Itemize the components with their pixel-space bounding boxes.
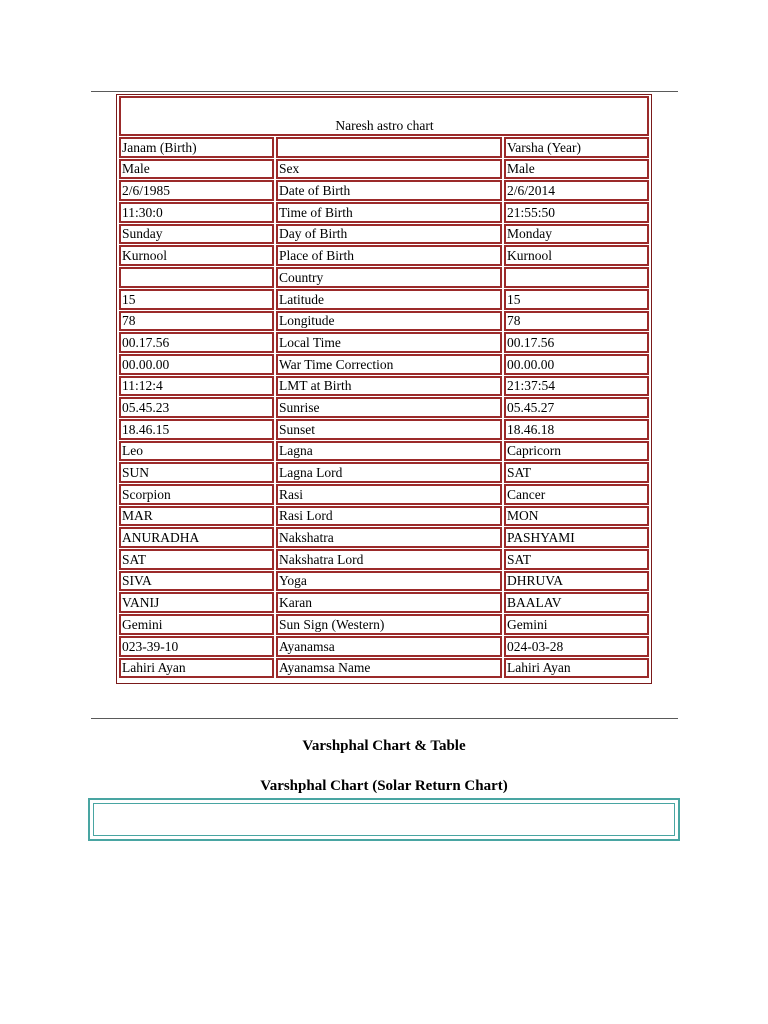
year-value: 2/6/2014 (504, 180, 649, 201)
birth-value: MAR (119, 506, 274, 527)
birth-value (119, 267, 274, 288)
year-value: SAT (504, 549, 649, 570)
birth-value: 05.45.23 (119, 397, 274, 418)
birth-value: Male (119, 159, 274, 180)
top-divider (91, 91, 678, 92)
field-label: Sunrise (276, 397, 502, 418)
astro-chart-frame (116, 94, 652, 684)
year-value: 21:37:54 (504, 376, 649, 397)
birth-value: 00.00.00 (119, 354, 274, 375)
table-row (119, 289, 649, 310)
field-label: Rasi (276, 484, 502, 505)
table-row (119, 592, 649, 613)
field-label: War Time Correction (276, 354, 502, 375)
birth-value: Gemini (119, 614, 274, 635)
table-row (119, 419, 649, 440)
table-row (119, 614, 649, 635)
field-label: Nakshatra Lord (276, 549, 502, 570)
field-label: Yoga (276, 571, 502, 592)
year-value: 18.46.18 (504, 419, 649, 440)
birth-value: SUN (119, 462, 274, 483)
birth-value: Leo (119, 441, 274, 462)
year-value: Lahiri Ayan (504, 658, 649, 679)
field-label: Sun Sign (Western) (276, 614, 502, 635)
year-value: Kurnool (504, 245, 649, 266)
birth-value: SIVA (119, 571, 274, 592)
table-row (119, 636, 649, 657)
year-value: 00.17.56 (504, 332, 649, 353)
birth-value: Scorpion (119, 484, 274, 505)
birth-value: 15 (119, 289, 274, 310)
birth-value: Janam (Birth) (119, 137, 274, 158)
table-row (119, 224, 649, 245)
table-row (119, 527, 649, 548)
table-row (119, 571, 649, 592)
year-value (504, 267, 649, 288)
year-value: Gemini (504, 614, 649, 635)
birth-value: 18.46.15 (119, 419, 274, 440)
table-row (119, 441, 649, 462)
table-row (119, 267, 649, 288)
table-row (119, 137, 649, 158)
table-row (119, 506, 649, 527)
table-row (119, 311, 649, 332)
field-label: Local Time (276, 332, 502, 353)
astro-title-row (119, 96, 649, 136)
year-value: BAALAV (504, 592, 649, 613)
table-row (119, 245, 649, 266)
year-value: DHRUVA (504, 571, 649, 592)
field-label: Sunset (276, 419, 502, 440)
year-value: Capricorn (504, 441, 649, 462)
varshphal-subheading: Varshphal Chart (Solar Return Chart) (260, 778, 508, 794)
table-row (119, 397, 649, 418)
field-label: Place of Birth (276, 245, 502, 266)
solar-return-chart-box (88, 798, 680, 841)
birth-value: 11:30:0 (119, 202, 274, 223)
year-value: Male (504, 159, 649, 180)
field-label: Longitude (276, 311, 502, 332)
year-value: 05.45.27 (504, 397, 649, 418)
birth-value: VANIJ (119, 592, 274, 613)
field-label: Country (276, 267, 502, 288)
birth-value: Lahiri Ayan (119, 658, 274, 679)
field-label: Date of Birth (276, 180, 502, 201)
table-row (119, 376, 649, 397)
field-label: Day of Birth (276, 224, 502, 245)
field-label: Time of Birth (276, 202, 502, 223)
field-label: Latitude (276, 289, 502, 310)
table-row (119, 354, 649, 375)
birth-value: 78 (119, 311, 274, 332)
table-row (119, 658, 649, 679)
field-label: LMT at Birth (276, 376, 502, 397)
birth-value: 00.17.56 (119, 332, 274, 353)
birth-value: Sunday (119, 224, 274, 245)
field-label: Lagna (276, 441, 502, 462)
field-label: Ayanamsa (276, 636, 502, 657)
field-label: Nakshatra (276, 527, 502, 548)
year-value: 15 (504, 289, 649, 310)
birth-value: Kurnool (119, 245, 274, 266)
year-value: Monday (504, 224, 649, 245)
section-divider (91, 718, 678, 719)
table-row (119, 180, 649, 201)
astro-chart-title: Naresh astro chart (119, 96, 649, 136)
birth-value: ANURADHA (119, 527, 274, 548)
table-row (119, 462, 649, 483)
year-value: PASHYAMI (504, 527, 649, 548)
birth-value: 2/6/1985 (119, 180, 274, 201)
table-row (119, 159, 649, 180)
year-value: MON (504, 506, 649, 527)
year-value: SAT (504, 462, 649, 483)
birth-value: SAT (119, 549, 274, 570)
table-row (119, 202, 649, 223)
field-label: Lagna Lord (276, 462, 502, 483)
field-label: Rasi Lord (276, 506, 502, 527)
table-row (119, 549, 649, 570)
year-value: 024-03-28 (504, 636, 649, 657)
year-value: 21:55:50 (504, 202, 649, 223)
table-row (119, 332, 649, 353)
astro-chart-table (117, 95, 651, 679)
field-label (276, 137, 502, 158)
year-value: 00.00.00 (504, 354, 649, 375)
field-label: Ayanamsa Name (276, 658, 502, 679)
year-value: Varsha (Year) (504, 137, 649, 158)
year-value: Cancer (504, 484, 649, 505)
solar-return-chart-inner (93, 803, 675, 836)
birth-value: 11:12:4 (119, 376, 274, 397)
birth-value: 023-39-10 (119, 636, 274, 657)
year-value: 78 (504, 311, 649, 332)
table-row (119, 484, 649, 505)
varshphal-heading: Varshphal Chart & Table (302, 738, 466, 754)
field-label: Sex (276, 159, 502, 180)
field-label: Karan (276, 592, 502, 613)
